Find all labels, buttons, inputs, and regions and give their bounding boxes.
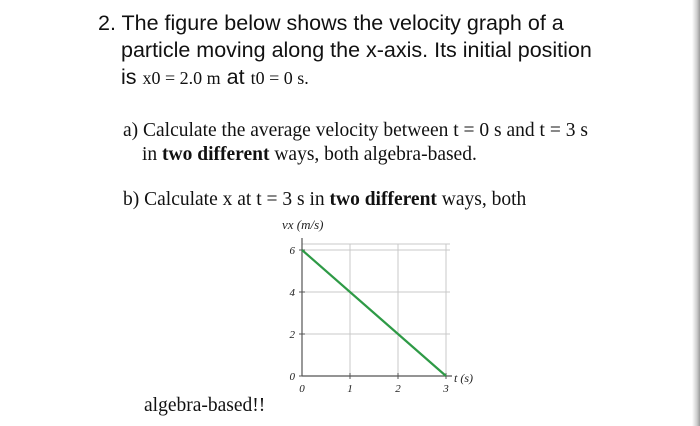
part-a-suffix: ways, both algebra-based.	[274, 144, 477, 165]
part-b-prefix: b) Calculate x at t = 3 s in	[123, 189, 325, 210]
question-text-1: The figure below shows the velocity graph of a	[121, 11, 564, 35]
y-tick-label: 6	[289, 245, 295, 257]
part-a-line-2	[142, 143, 477, 167]
part-a-emphasis: two different	[162, 144, 270, 165]
part-b-line-2: algebra-based!!	[144, 395, 266, 416]
initial-position-expression: x0 = 2.0 m	[142, 68, 221, 88]
question-line-3	[121, 64, 309, 91]
x-tick-label: 0	[299, 383, 305, 395]
grid-lines	[302, 244, 450, 376]
axes	[299, 238, 452, 379]
y-axis-label: vx (m/s)	[282, 217, 324, 232]
question-text-3-prefix: is	[121, 65, 137, 89]
y-tick-label: 2	[289, 329, 295, 341]
x-tick-label: 3	[443, 383, 449, 395]
part-b-line-1	[123, 188, 526, 212]
question-number: 2.	[98, 11, 116, 35]
y-tick-label: 4	[289, 287, 295, 299]
page-edge-shadow	[692, 0, 700, 426]
question-text-3-mid: at	[226, 65, 245, 89]
question-text-2: particle moving along the x-axis. Its initial position	[121, 38, 592, 62]
velocity-graph	[260, 212, 490, 408]
initial-time-expression: t0 = 0 s.	[250, 68, 309, 88]
y-tick-label: 0	[289, 371, 295, 383]
question-line-1	[98, 10, 564, 36]
question-line-2	[121, 37, 592, 63]
part-b-emphasis: two different	[329, 189, 437, 210]
x-tick-label: 2	[395, 383, 401, 395]
series-lines	[302, 250, 446, 376]
part-a-line-1: a) Calculate the average velocity between t = 0 s and t = 3 s	[123, 120, 588, 141]
part-a-prefix: in	[142, 144, 158, 165]
part-b-suffix: ways, both	[441, 189, 527, 210]
velocity-line	[302, 250, 446, 376]
x-axis-label: t (s)	[454, 371, 473, 385]
tick-labels	[290, 245, 450, 395]
x-tick-label: 1	[347, 383, 353, 395]
